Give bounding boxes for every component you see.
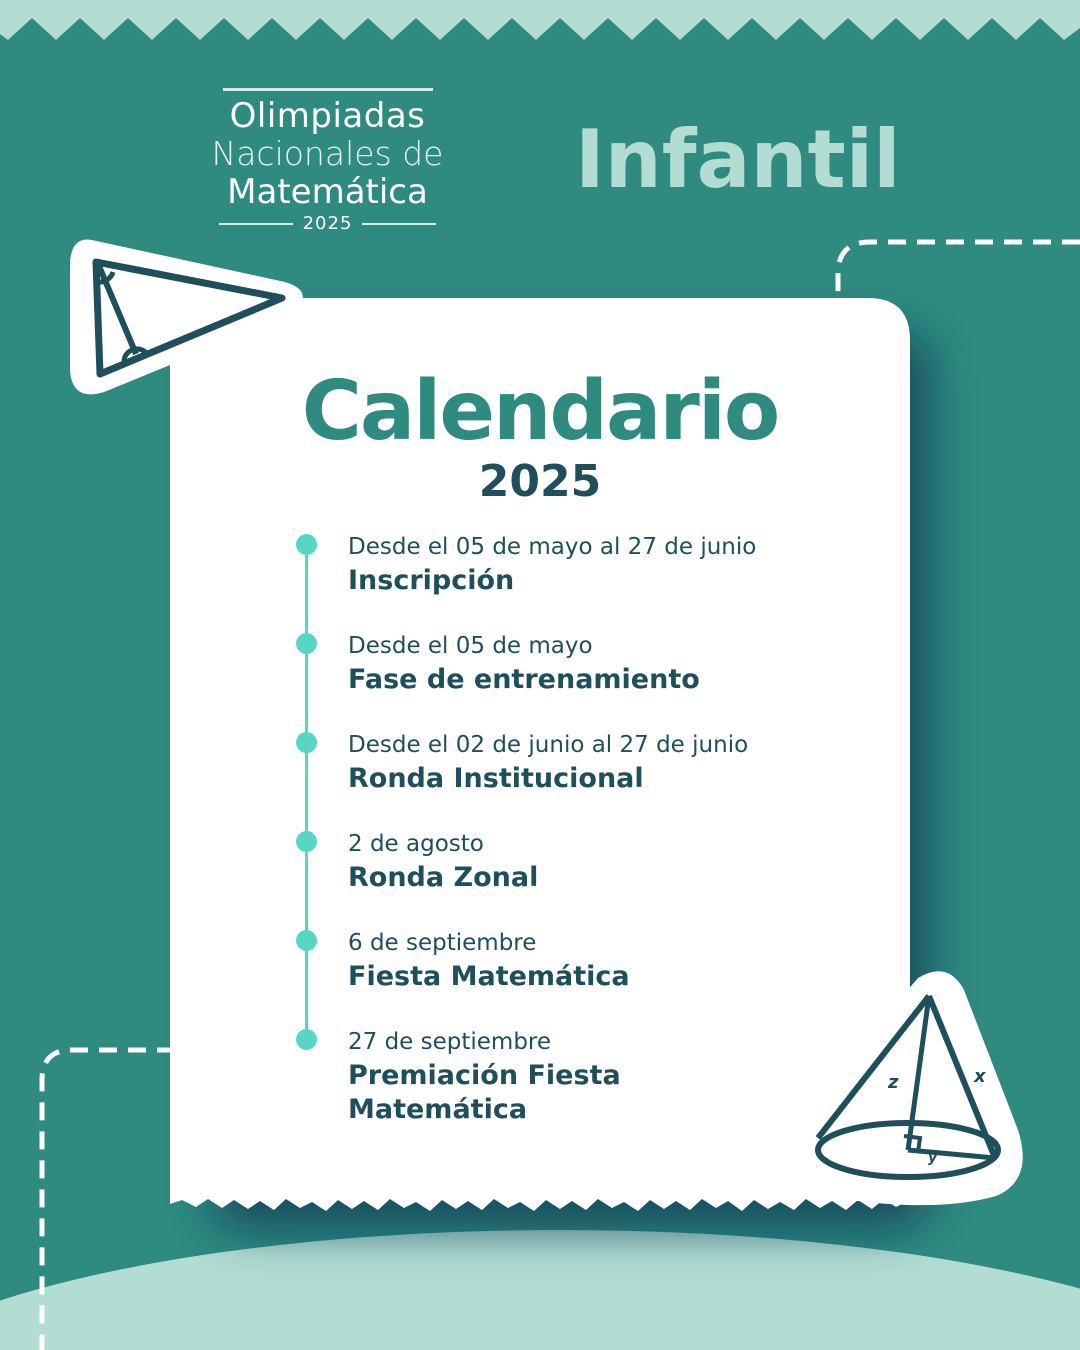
event-name: Premiación Fiesta Matemática	[348, 1060, 621, 1125]
cone-label-y: y	[928, 1150, 938, 1166]
timeline-dot	[296, 831, 317, 852]
timeline-event-entrenamiento	[296, 629, 816, 728]
dashed-path-top-right	[838, 242, 1080, 298]
timeline	[296, 530, 816, 1124]
event-name: Inscripción	[348, 565, 515, 596]
timeline-dot	[296, 633, 317, 654]
timeline-dot	[296, 930, 317, 951]
olympiad-logo	[190, 88, 465, 234]
timeline-event-premiacion	[296, 1025, 816, 1124]
timeline-dot	[296, 732, 317, 753]
logo-line-3: Matemática	[227, 172, 428, 212]
timeline-dot	[296, 1029, 317, 1050]
event-name: Ronda Zonal	[348, 862, 539, 893]
event-name: Fase de entrenamiento	[348, 664, 700, 695]
category-title: Infantil	[575, 113, 901, 206]
logo-dash-left	[219, 223, 293, 225]
event-name: Fiesta Matemática	[348, 961, 630, 992]
zigzag-border	[0, 0, 1080, 40]
calendar-title: Calendario	[301, 364, 779, 459]
event-name: Ronda Institucional	[348, 763, 644, 794]
bottom-mound	[0, 1230, 1080, 1350]
event-date: Desde el 05 de mayo	[348, 633, 593, 659]
timeline-event-inscripcion	[296, 530, 816, 629]
calendar-year: 2025	[478, 456, 602, 507]
event-date: 2 de agosto	[348, 831, 484, 857]
logo-line-2: Nacionales de	[211, 134, 444, 173]
logo-line-1: Olimpiadas	[229, 96, 426, 136]
event-date: 6 de septiembre	[348, 930, 537, 956]
timeline-dot	[296, 534, 317, 555]
event-date: Desde el 05 de mayo al 27 de junio	[348, 534, 757, 560]
event-date: Desde el 02 de junio al 27 de junio	[348, 732, 749, 758]
timeline-event-fiesta	[296, 926, 816, 1025]
logo-year-row	[190, 213, 465, 234]
timeline-event-zonal	[296, 827, 816, 926]
logo-dash-right	[362, 223, 436, 225]
cone-label-x: x	[974, 1066, 986, 1087]
cone-label-z: z	[888, 1072, 899, 1093]
logo-top-rule	[223, 88, 433, 91]
timeline-event-institucional	[296, 728, 816, 827]
event-date: 27 de septiembre	[348, 1029, 552, 1055]
logo-year: 2025	[302, 213, 353, 234]
